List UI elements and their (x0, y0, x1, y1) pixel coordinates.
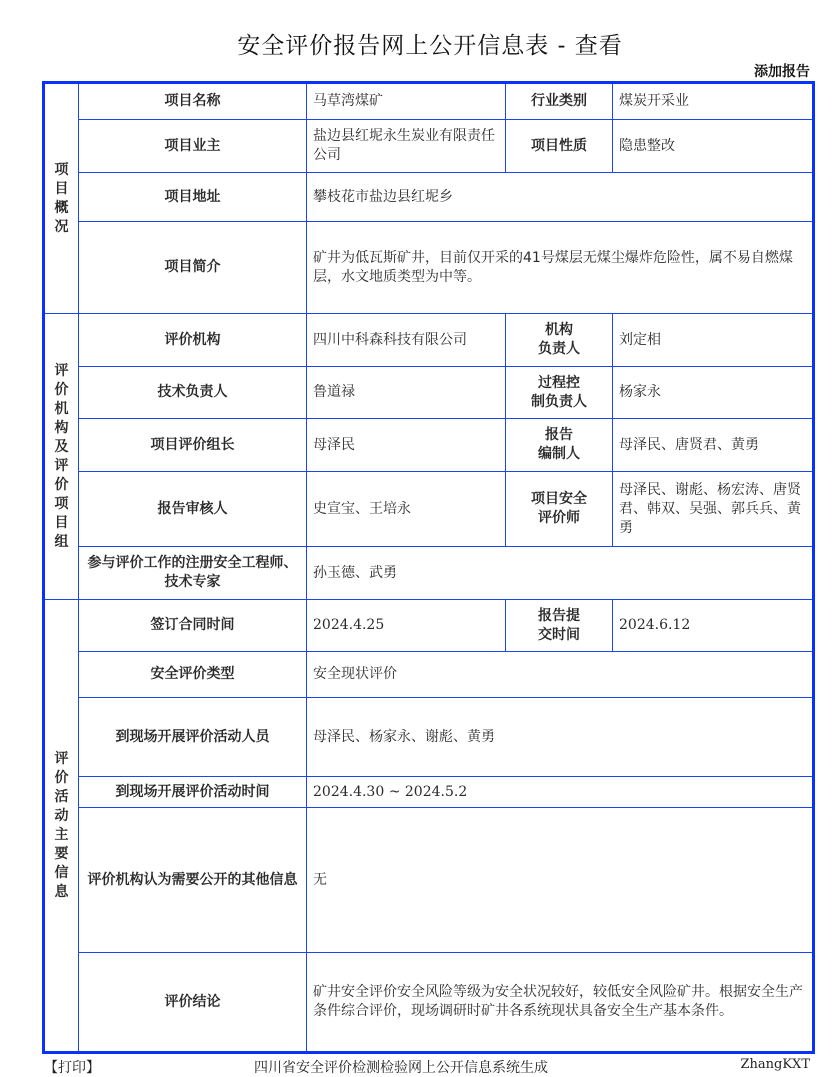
footer (0, 1057, 840, 1075)
address-label: 项目地址 (79, 173, 307, 222)
owner-value: 盐边县红坭永生炭业有限责任公司 (307, 120, 506, 173)
onsite-time-value: 2024.4.30 ~ 2024.5.2 (307, 777, 814, 808)
team-leader-label: 项目评价组长 (79, 419, 307, 472)
owner-label: 项目业主 (79, 120, 307, 173)
row-onsite-time (44, 777, 814, 808)
onsite-staff-label: 到现场开展评价活动人员 (79, 698, 307, 777)
experts-label: 参与评价工作的注册安全工程师、技术专家 (79, 547, 307, 600)
industry-value: 煤炭开采业 (613, 83, 814, 120)
team-leader-value: 母泽民 (307, 419, 506, 472)
row-agency (44, 314, 814, 367)
row-tech-head (44, 367, 814, 419)
row-team-leader (44, 419, 814, 472)
row-contract-date (44, 600, 814, 652)
row-address (44, 173, 814, 222)
compiler-label: 报告 编制人 (506, 419, 613, 472)
row-eval-type (44, 652, 814, 698)
experts-value: 孙玉德、武勇 (307, 547, 814, 600)
row-owner (44, 120, 814, 173)
add-report-link[interactable]: 添加报告 (754, 64, 810, 80)
row-onsite-staff (44, 698, 814, 777)
info-table (42, 81, 815, 1054)
project-name-label: 项目名称 (79, 83, 307, 120)
nature-value: 隐患整改 (613, 120, 814, 173)
reviewer-label: 报告审核人 (79, 472, 307, 547)
row-conclusion (44, 953, 814, 1053)
reviewer-value: 史宣宝、王培永 (307, 472, 506, 547)
evaluators-label: 项目安全 评价师 (506, 472, 613, 547)
other-info-value: 无 (307, 808, 814, 953)
row-project-name (44, 83, 814, 120)
intro-value: 矿井为低瓦斯矿井，目前仅开采的41号煤层无煤尘爆炸危险性，属不易自燃煤层，水文地质类型为中等。 (307, 222, 814, 314)
tech-head-value: 鲁道禄 (307, 367, 506, 419)
onsite-staff-value: 母泽民、杨家永、谢彪、黄勇 (307, 698, 814, 777)
agency-value: 四川中科森科技有限公司 (307, 314, 506, 367)
page-title: 安全评价报告网上公开信息表 - 查看 (237, 33, 623, 59)
submit-date-label: 报告提 交时间 (506, 600, 613, 652)
row-other-info (44, 808, 814, 953)
eval-type-label: 安全评价类型 (79, 652, 307, 698)
section-label-activity: 评 价 活 动 主 要 信 息 (44, 600, 79, 1053)
contract-date-label: 签订合同时间 (79, 600, 307, 652)
industry-label: 行业类别 (506, 83, 613, 120)
agency-head-value: 刘定相 (613, 314, 814, 367)
evaluators-value: 母泽民、谢彪、杨宏涛、唐贤君、韩双、吴强、郭兵兵、黄勇 (613, 472, 814, 547)
print-link[interactable]: 【打印】 (44, 1060, 100, 1076)
submit-date-value: 2024.6.12 (613, 600, 814, 652)
conclusion-value: 矿井安全评价安全风险等级为安全状况较好，较低安全风险矿井。根据安全生产条件综合评价，现场调研时矿井各系统现状具备安全生产基本条件。 (307, 953, 814, 1053)
address-value: 攀枝花市盐边县红坭乡 (307, 173, 814, 222)
other-info-label: 评价机构认为需要公开的其他信息 (79, 808, 307, 953)
process-head-value: 杨家永 (613, 367, 814, 419)
nature-label: 项目性质 (506, 120, 613, 173)
tech-head-label: 技术负责人 (79, 367, 307, 419)
process-head-label: 过程控 制负责人 (506, 367, 613, 419)
row-intro (44, 222, 814, 314)
row-experts (44, 547, 814, 600)
eval-type-value: 安全现状评价 (307, 652, 814, 698)
agency-label: 评价机构 (79, 314, 307, 367)
row-reviewer (44, 472, 814, 547)
onsite-time-label: 到现场开展评价活动时间 (79, 777, 307, 808)
intro-label: 项目简介 (79, 222, 307, 314)
generated-by-text: 四川省安全评价检测检验网上公开信息系统生成 (254, 1060, 548, 1076)
project-name-value: 马草湾煤矿 (307, 83, 506, 120)
section-label-org: 评 价 机 构 及 评 价 项 目 组 (44, 314, 79, 600)
conclusion-label: 评价结论 (79, 953, 307, 1053)
username: ZhangKXT (740, 1057, 810, 1072)
section-label-overview: 项 目 概 况 (44, 83, 79, 314)
agency-head-label: 机构 负责人 (506, 314, 613, 367)
compiler-value: 母泽民、唐贤君、黄勇 (613, 419, 814, 472)
contract-date-value: 2024.4.25 (307, 600, 506, 652)
